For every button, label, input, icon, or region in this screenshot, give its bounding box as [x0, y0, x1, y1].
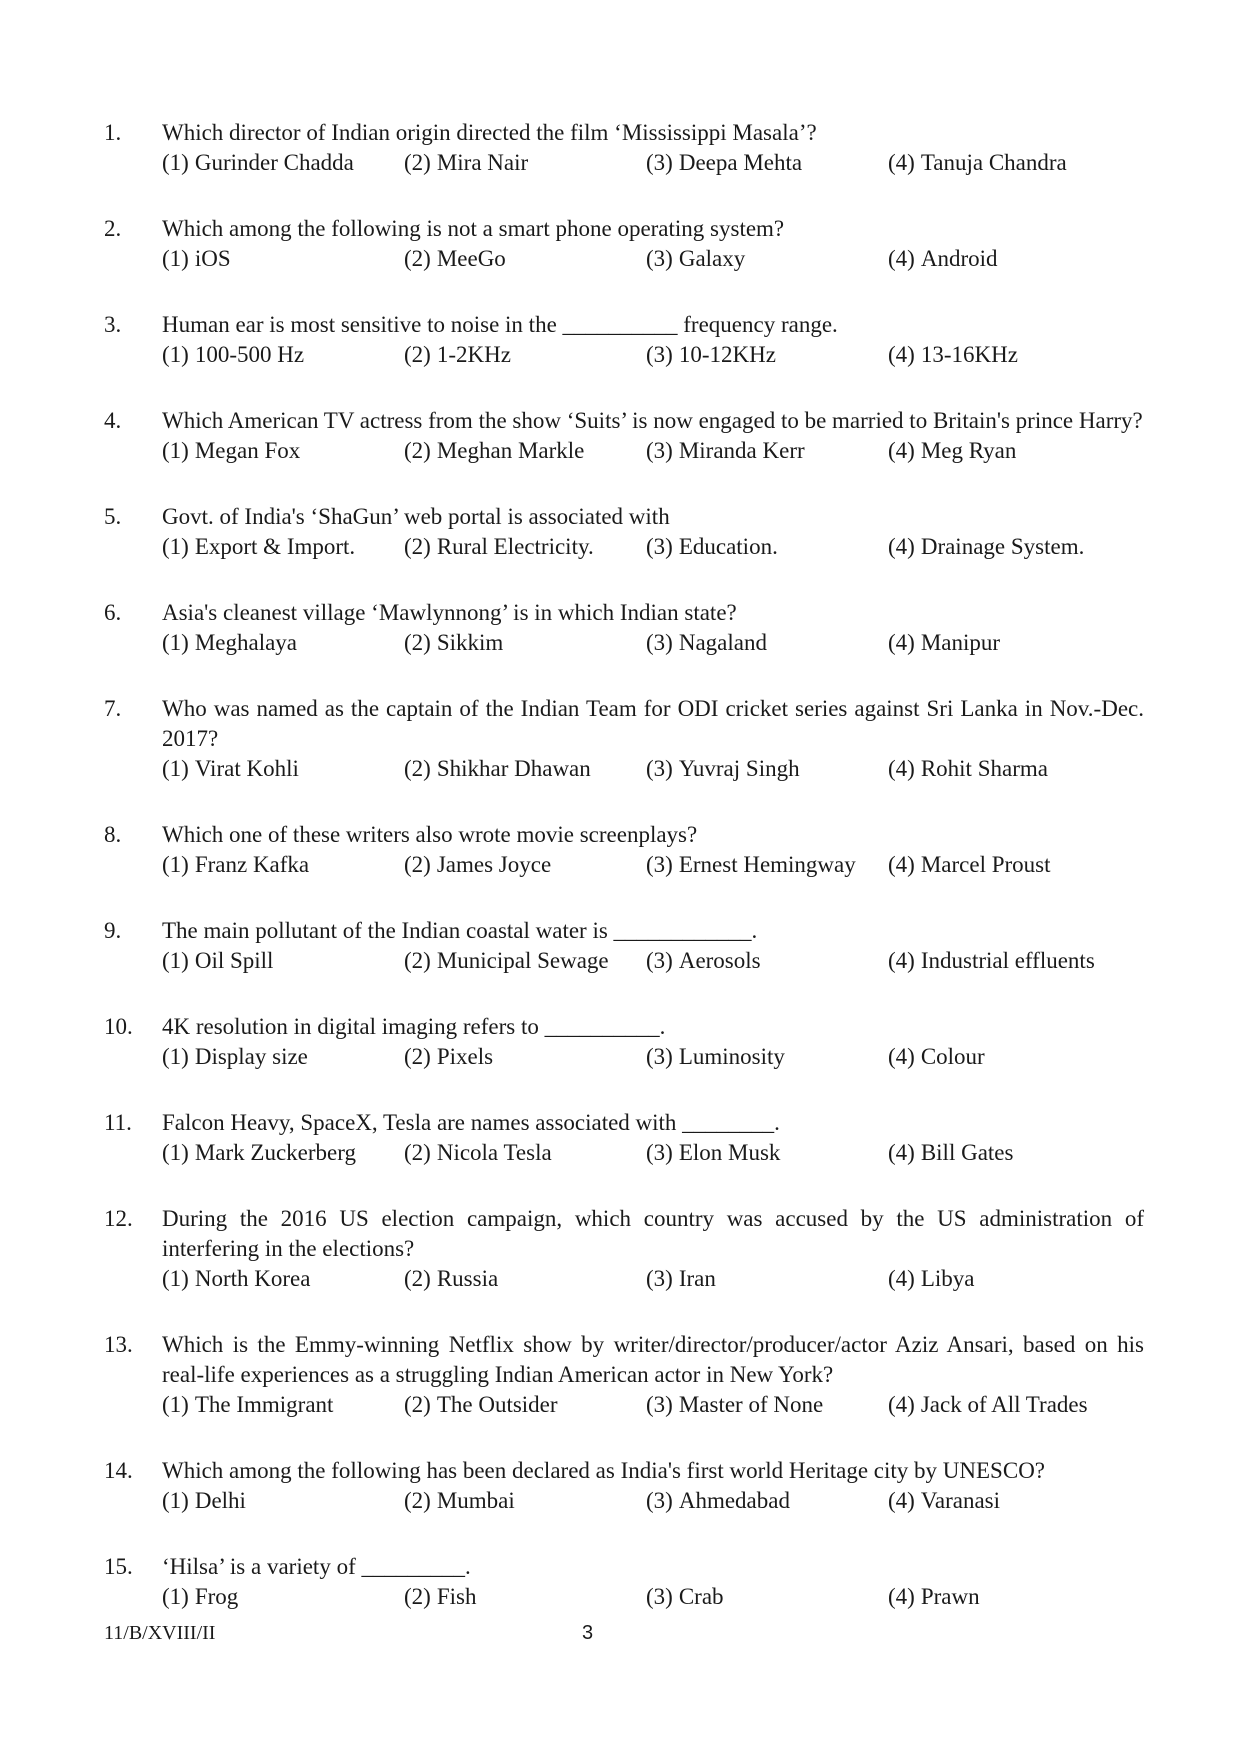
option-number: (1) — [162, 150, 189, 175]
option-label: Yuvraj Singh — [678, 756, 800, 781]
option-number: (1) — [162, 852, 189, 877]
answer-options — [162, 244, 1144, 274]
paper-code: 11/B/XVIII/II — [104, 1622, 216, 1644]
question-row — [104, 598, 1144, 628]
option-label: James Joyce — [436, 852, 552, 877]
question-item — [104, 1012, 1144, 1072]
answer-option — [888, 1042, 1130, 1072]
option-label: North Korea — [194, 1266, 311, 1291]
option-number: (3) — [646, 534, 673, 559]
option-label: 1-2KHz — [436, 342, 511, 367]
question-text: Govt. of India's ‘ShaGun’ web portal is associated with — [162, 504, 670, 529]
option-number: (1) — [162, 948, 189, 973]
option-label: Mumbai — [436, 1488, 515, 1513]
option-label: Drainage System. — [920, 534, 1085, 559]
option-number: (2) — [404, 756, 431, 781]
question-row — [104, 1552, 1144, 1582]
question-text: ‘Hilsa’ is a variety of _________. — [162, 1554, 471, 1579]
question-number: 11. — [104, 1110, 132, 1135]
option-label: Prawn — [920, 1584, 980, 1609]
answer-options — [162, 850, 1144, 880]
option-number: (3) — [646, 246, 673, 271]
answer-option — [646, 1486, 888, 1516]
option-number: (1) — [162, 756, 189, 781]
answer-option — [404, 532, 646, 562]
question-text: Human ear is most sensitive to noise in the __________ frequency range. — [162, 312, 838, 337]
answer-options — [162, 628, 1144, 658]
option-number: (2) — [404, 342, 431, 367]
option-label: Libya — [920, 1266, 975, 1291]
option-label: Crab — [678, 1584, 724, 1609]
option-number: (1) — [162, 1044, 189, 1069]
option-number: (2) — [404, 948, 431, 973]
option-number: (1) — [162, 534, 189, 559]
option-number: (2) — [404, 1488, 431, 1513]
option-label: Ernest Hemingway — [678, 852, 856, 877]
option-label: Display size — [194, 1044, 308, 1069]
question-number: 10. — [104, 1014, 133, 1039]
option-label: Jack of All Trades — [920, 1392, 1088, 1417]
option-number: (3) — [646, 630, 673, 655]
option-label: Rural Electricity. — [436, 534, 594, 559]
option-label: Pixels — [436, 1044, 494, 1069]
answer-option — [646, 946, 888, 976]
question-text: Falcon Heavy, SpaceX, Tesla are names associated with ________. — [162, 1110, 780, 1135]
question-item — [104, 598, 1144, 658]
option-number: (4) — [888, 150, 915, 175]
answer-option — [162, 628, 404, 658]
answer-option — [162, 1042, 404, 1072]
question-text: Which is the Emmy-winning Netflix show by writer/director/producer/actor Aziz Ansari, based on his real-life experiences as a struggling Indian American actor in New York? — [162, 1332, 1144, 1387]
option-label: Meghan Markle — [436, 438, 585, 463]
option-label: Gurinder Chadda — [194, 150, 354, 175]
answer-options — [162, 1042, 1144, 1072]
answer-options — [162, 1264, 1144, 1294]
option-number: (1) — [162, 1266, 189, 1291]
option-number: (4) — [888, 948, 915, 973]
option-number: (2) — [404, 1584, 431, 1609]
question-item — [104, 310, 1144, 370]
answer-option — [646, 1264, 888, 1294]
option-label: Education. — [678, 534, 778, 559]
option-label: Aerosols — [678, 948, 761, 973]
option-label: Mira Nair — [436, 150, 529, 175]
question-row — [104, 1456, 1144, 1486]
option-label: Sikkim — [436, 630, 504, 655]
answer-option — [404, 244, 646, 274]
answer-option — [888, 1390, 1130, 1420]
question-item — [104, 502, 1144, 562]
question-number: 8. — [104, 822, 122, 847]
question-row — [104, 1330, 1144, 1390]
option-number: (3) — [646, 948, 673, 973]
question-row — [104, 1012, 1144, 1042]
option-number: (4) — [888, 630, 915, 655]
answer-option — [646, 1390, 888, 1420]
answer-option — [888, 754, 1130, 784]
option-number: (1) — [162, 1488, 189, 1513]
answer-option — [888, 148, 1130, 178]
question-item — [104, 1456, 1144, 1516]
option-number: (4) — [888, 1488, 915, 1513]
answer-option — [404, 754, 646, 784]
option-number: (4) — [888, 342, 915, 367]
answer-option — [888, 340, 1130, 370]
option-label: Meg Ryan — [920, 438, 1017, 463]
option-number: (2) — [404, 534, 431, 559]
question-item — [104, 916, 1144, 976]
option-label: Tanuja Chandra — [920, 150, 1067, 175]
option-label: Colour — [920, 1044, 985, 1069]
option-number: (3) — [646, 342, 673, 367]
answer-option — [404, 436, 646, 466]
question-number: 2. — [104, 216, 122, 241]
answer-option — [646, 532, 888, 562]
question-row — [104, 214, 1144, 244]
option-label: Export & Import. — [194, 534, 356, 559]
option-label: 13-16KHz — [920, 342, 1018, 367]
question-item — [104, 1552, 1144, 1612]
option-number: (4) — [888, 852, 915, 877]
option-label: iOS — [194, 246, 231, 271]
question-row — [104, 406, 1144, 436]
option-number: (3) — [646, 1266, 673, 1291]
answer-option — [162, 1264, 404, 1294]
option-number: (1) — [162, 1584, 189, 1609]
option-label: 10-12KHz — [678, 342, 776, 367]
answer-options — [162, 340, 1144, 370]
option-label: The Immigrant — [194, 1392, 334, 1417]
question-list — [104, 118, 1144, 1648]
answer-option — [646, 148, 888, 178]
option-label: Shikhar Dhawan — [436, 756, 591, 781]
answer-options — [162, 436, 1144, 466]
option-label: 100-500 Hz — [194, 342, 305, 367]
option-number: (3) — [646, 1044, 673, 1069]
question-row — [104, 502, 1144, 532]
option-label: Master of None — [678, 1392, 824, 1417]
answer-option — [162, 340, 404, 370]
question-item — [104, 1108, 1144, 1168]
answer-option — [404, 1582, 646, 1612]
answer-option — [888, 628, 1130, 658]
option-label: Manipur — [920, 630, 1001, 655]
question-item — [104, 118, 1144, 178]
option-label: Megan Fox — [194, 438, 301, 463]
question-number: 1. — [104, 120, 122, 145]
option-number: (4) — [888, 756, 915, 781]
answer-option — [162, 850, 404, 880]
option-number: (1) — [162, 342, 189, 367]
option-number: (2) — [404, 150, 431, 175]
answer-option — [646, 1582, 888, 1612]
option-label: Meghalaya — [194, 630, 298, 655]
option-number: (2) — [404, 630, 431, 655]
question-text: Which among the following is not a smart phone operating system? — [162, 216, 785, 241]
answer-option — [646, 436, 888, 466]
question-row — [104, 916, 1144, 946]
question-text: Which director of Indian origin directed the film ‘Mississippi Masala’? — [162, 120, 817, 145]
answer-option — [162, 1486, 404, 1516]
answer-options — [162, 1582, 1144, 1612]
option-number: (3) — [646, 1140, 673, 1165]
question-row — [104, 1108, 1144, 1138]
answer-option — [162, 1138, 404, 1168]
answer-options — [162, 148, 1144, 178]
question-number: 9. — [104, 918, 122, 943]
option-label: Deepa Mehta — [678, 150, 803, 175]
option-label: Nicola Tesla — [436, 1140, 552, 1165]
answer-option — [162, 532, 404, 562]
option-number: (3) — [646, 150, 673, 175]
question-text: Which American TV actress from the show ‘Suits’ is now engaged to be married to Britain's prince Harry? — [162, 408, 1143, 433]
answer-option — [646, 1138, 888, 1168]
option-number: (3) — [646, 1488, 673, 1513]
option-number: (4) — [888, 1584, 915, 1609]
question-text: During the 2016 US election campaign, which country was accused by the US administration of interfering in the elections? — [162, 1206, 1144, 1261]
answer-options — [162, 946, 1144, 976]
option-number: (2) — [404, 1266, 431, 1291]
option-number: (3) — [646, 756, 673, 781]
option-number: (3) — [646, 1392, 673, 1417]
question-text: Who was named as the captain of the Indian Team for ODI cricket series against Sri Lanka in Nov.-Dec. 2017? — [162, 696, 1144, 751]
option-label: Marcel Proust — [920, 852, 1051, 877]
option-number: (2) — [404, 1140, 431, 1165]
option-number: (1) — [162, 1140, 189, 1165]
question-item — [104, 406, 1144, 466]
answer-options — [162, 1138, 1144, 1168]
answer-option — [646, 628, 888, 658]
answer-option — [404, 1138, 646, 1168]
answer-option — [888, 946, 1130, 976]
answer-option — [404, 850, 646, 880]
option-label: Android — [920, 246, 998, 271]
answer-option — [888, 1138, 1130, 1168]
option-label: Delhi — [194, 1488, 246, 1513]
question-number: 6. — [104, 600, 122, 625]
question-item — [104, 214, 1144, 274]
answer-option — [888, 850, 1130, 880]
option-number: (4) — [888, 438, 915, 463]
question-number: 15. — [104, 1554, 133, 1579]
page-number: 3 — [582, 1622, 594, 1644]
answer-option — [404, 628, 646, 658]
answer-option — [888, 532, 1130, 562]
answer-option — [404, 340, 646, 370]
answer-option — [646, 754, 888, 784]
question-row — [104, 694, 1144, 754]
answer-options — [162, 1390, 1144, 1420]
question-number: 3. — [104, 312, 122, 337]
answer-option — [888, 244, 1130, 274]
answer-option — [646, 244, 888, 274]
answer-option — [646, 850, 888, 880]
option-label: Municipal Sewage — [436, 948, 609, 973]
option-label: Oil Spill — [194, 948, 274, 973]
option-label: Russia — [436, 1266, 499, 1291]
option-label: Elon Musk — [678, 1140, 781, 1165]
option-number: (1) — [162, 1392, 189, 1417]
option-number: (3) — [646, 1584, 673, 1609]
option-label: Fish — [436, 1584, 477, 1609]
answer-option — [162, 946, 404, 976]
question-row — [104, 820, 1144, 850]
question-text: The main pollutant of the Indian coastal water is ____________. — [162, 918, 758, 943]
answer-option — [404, 1486, 646, 1516]
answer-option — [162, 244, 404, 274]
question-item — [104, 1204, 1144, 1294]
option-label: Mark Zuckerberg — [194, 1140, 356, 1165]
option-number: (2) — [404, 438, 431, 463]
option-label: Luminosity — [678, 1044, 785, 1069]
question-number: 4. — [104, 408, 122, 433]
option-label: Bill Gates — [920, 1140, 1014, 1165]
question-row — [104, 310, 1144, 340]
question-text: Asia's cleanest village ‘Mawlynnong’ is in which Indian state? — [162, 600, 737, 625]
question-item — [104, 694, 1144, 784]
answer-option — [404, 148, 646, 178]
answer-option — [888, 436, 1130, 466]
option-number: (3) — [646, 438, 673, 463]
option-label: Varanasi — [920, 1488, 1001, 1513]
answer-option — [162, 754, 404, 784]
option-number: (4) — [888, 1266, 915, 1291]
option-number: (4) — [888, 534, 915, 559]
answer-option — [888, 1582, 1130, 1612]
question-item — [104, 820, 1144, 880]
option-label: MeeGo — [436, 246, 506, 271]
option-label: Franz Kafka — [194, 852, 310, 877]
answer-option — [162, 148, 404, 178]
option-label: Iran — [678, 1266, 716, 1291]
question-number: 7. — [104, 696, 122, 721]
option-number: (4) — [888, 1044, 915, 1069]
answer-option — [404, 1390, 646, 1420]
option-number: (4) — [888, 1140, 915, 1165]
option-label: Industrial effluents — [920, 948, 1095, 973]
question-number: 12. — [104, 1206, 133, 1231]
option-number: (1) — [162, 438, 189, 463]
question-number: 14. — [104, 1458, 133, 1483]
answer-option — [162, 436, 404, 466]
option-label: Miranda Kerr — [678, 438, 805, 463]
answer-option — [888, 1486, 1130, 1516]
option-number: (1) — [162, 630, 189, 655]
question-text: Which one of these writers also wrote movie screenplays? — [162, 822, 698, 847]
question-text: 4K resolution in digital imaging refers to __________. — [162, 1014, 666, 1039]
answer-option — [162, 1390, 404, 1420]
answer-option — [404, 1264, 646, 1294]
answer-option — [404, 1042, 646, 1072]
answer-option — [888, 1264, 1130, 1294]
answer-options — [162, 532, 1144, 562]
question-number: 13. — [104, 1332, 133, 1357]
question-row — [104, 118, 1144, 148]
question-text: Which among the following has been declared as India's first world Heritage city by UNESCO? — [162, 1458, 1046, 1483]
option-number: (2) — [404, 1044, 431, 1069]
option-number: (1) — [162, 246, 189, 271]
option-number: (3) — [646, 852, 673, 877]
option-label: Frog — [194, 1584, 239, 1609]
option-label: The Outsider — [436, 1392, 558, 1417]
question-number: 5. — [104, 504, 122, 529]
option-number: (4) — [888, 1392, 915, 1417]
option-number: (2) — [404, 246, 431, 271]
answer-option — [162, 1582, 404, 1612]
answer-option — [646, 340, 888, 370]
question-row — [104, 1204, 1144, 1264]
answer-options — [162, 754, 1144, 784]
option-number: (2) — [404, 1392, 431, 1417]
option-label: Virat Kohli — [194, 756, 299, 781]
option-label: Galaxy — [678, 246, 746, 271]
option-number: (4) — [888, 246, 915, 271]
question-item — [104, 1330, 1144, 1420]
option-label: Nagaland — [678, 630, 767, 655]
answer-option — [404, 946, 646, 976]
answer-option — [646, 1042, 888, 1072]
option-label: Rohit Sharma — [920, 756, 1048, 781]
answer-options — [162, 1486, 1144, 1516]
option-label: Ahmedabad — [678, 1488, 790, 1513]
option-number: (2) — [404, 852, 431, 877]
